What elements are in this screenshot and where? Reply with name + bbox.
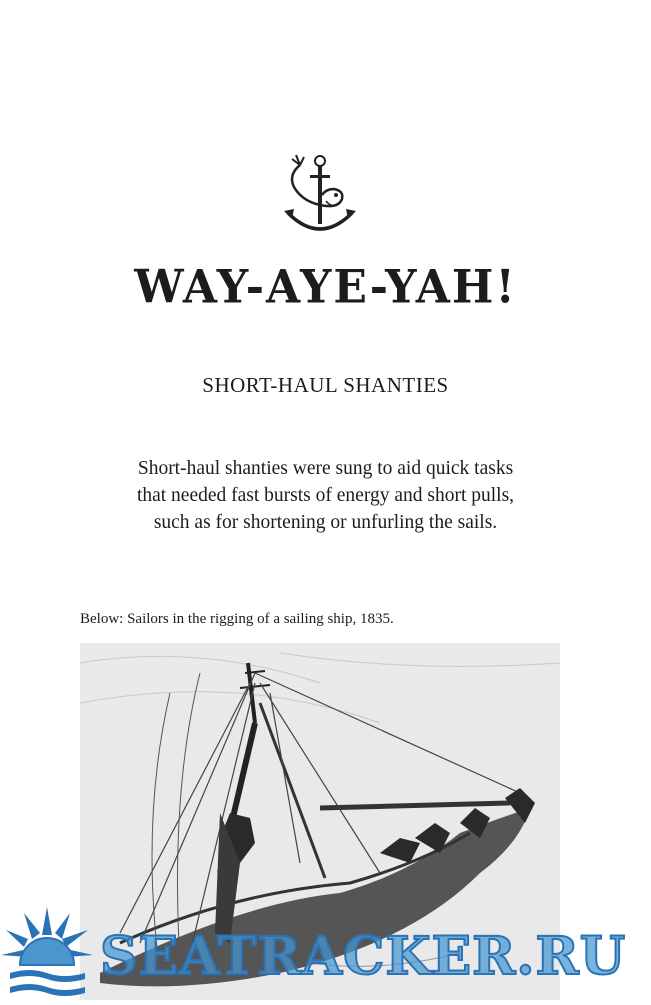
page-title: WAY-AYE-YAH! bbox=[134, 260, 517, 315]
watermark-text: SEATRACKER.RU bbox=[100, 926, 627, 987]
intro-line: such as for shortening or unfurling the sails. bbox=[153, 512, 498, 533]
section-subtitle: SHORT-HAUL SHANTIES bbox=[202, 373, 449, 397]
intro-line: Short-haul shanties were sung to aid quick tasks bbox=[137, 458, 514, 479]
sun-icon bbox=[0, 905, 95, 1000]
intro-paragraph bbox=[80, 455, 571, 536]
intro-line: that needed fast bursts of energy and short pulls, bbox=[136, 485, 515, 506]
anchor-fish-icon bbox=[280, 153, 360, 241]
figure-caption: Below: Sailors in the rigging of a sailing ship, 1835. bbox=[80, 611, 394, 627]
